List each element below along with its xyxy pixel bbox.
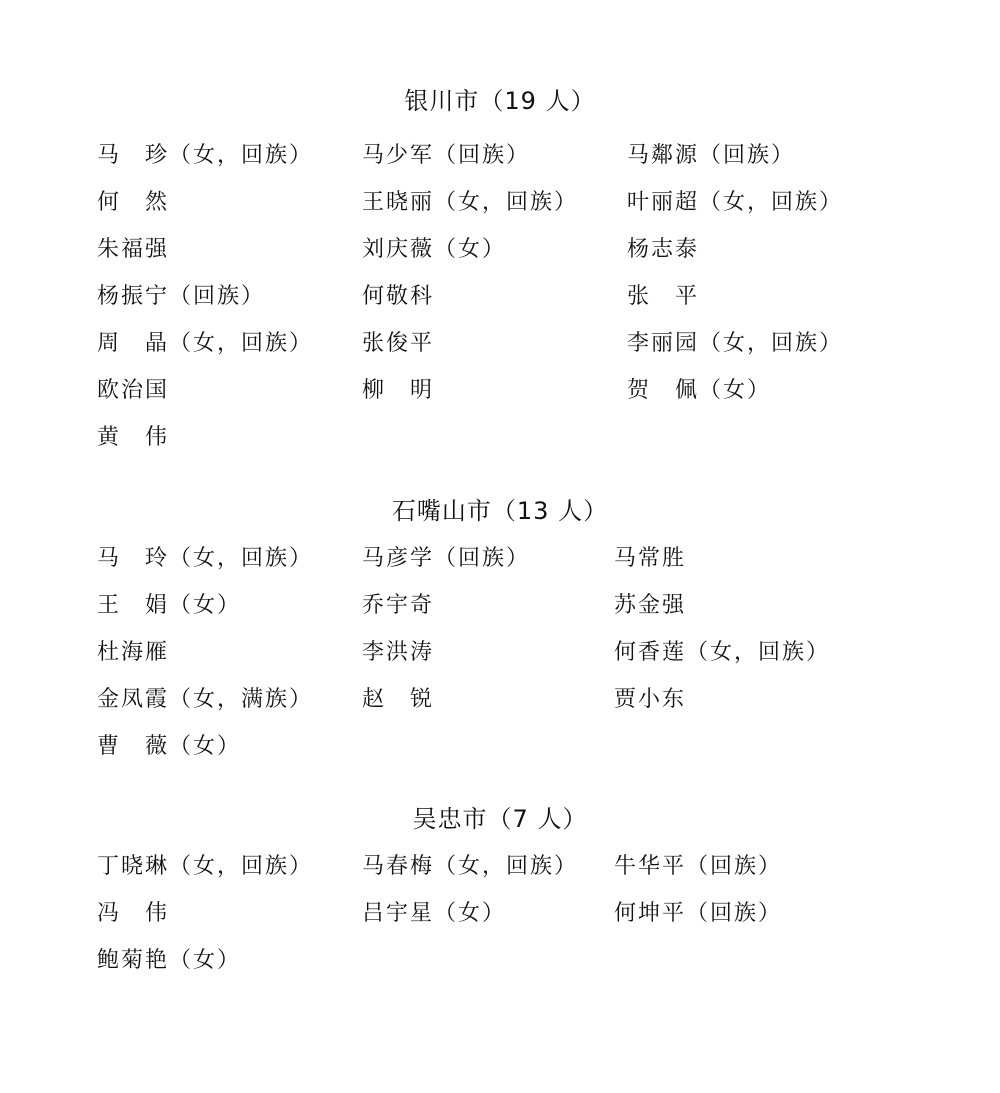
name-entry: 马 玲（女，回族）: [97, 546, 314, 571]
name-entry: 牛华平（回族）: [614, 854, 783, 879]
name-entry: 乔宇奇: [362, 593, 435, 618]
name-entry: 丁晓琳（女，回族）: [97, 854, 314, 879]
name-entry: 王 娟（女）: [97, 593, 242, 618]
name-entry: 刘庆薇（女）: [362, 237, 507, 262]
name-entry: 冯 伟: [97, 901, 170, 926]
name-entry: 马鄰源（回族）: [627, 143, 796, 168]
section-title-wuzhong: 吴忠市（7 人）: [412, 805, 588, 833]
name-entry: 何 然: [97, 190, 170, 215]
name-entry: 张 平: [627, 284, 700, 309]
name-entry: 黄 伟: [97, 425, 170, 450]
name-entry: 李丽园（女，回族）: [627, 331, 844, 356]
name-entry: 马彦学（回族）: [362, 546, 531, 571]
name-entry: 杨志泰: [627, 237, 700, 262]
name-entry: 鲍菊艳（女）: [97, 948, 242, 973]
name-entry: 贾小东: [614, 687, 687, 712]
name-entry: 柳 明: [362, 378, 435, 403]
name-entry: 欧治国: [97, 378, 170, 403]
name-entry: 何敬科: [362, 284, 435, 309]
name-entry: 马 珍（女，回族）: [97, 143, 314, 168]
name-entry: 朱福强: [97, 237, 170, 262]
name-entry: 叶丽超（女，回族）: [627, 190, 844, 215]
section-title-shizuishan: 石嘴山市（13 人）: [391, 497, 609, 525]
name-entry: 马春梅（女，回族）: [362, 854, 579, 879]
name-entry: 吕宇星（女）: [362, 901, 507, 926]
name-entry: 周 晶（女，回族）: [97, 331, 314, 356]
name-entry: 何坤平（回族）: [614, 901, 783, 926]
name-entry: 马少军（回族）: [362, 143, 531, 168]
name-entry: 杨振宁（回族）: [97, 284, 266, 309]
name-entry: 张俊平: [362, 331, 435, 356]
name-entry: 苏金强: [614, 593, 687, 618]
name-entry: 何香莲（女，回族）: [614, 640, 831, 665]
name-entry: 王晓丽（女，回族）: [362, 190, 579, 215]
section-title-yinchuan: 银川市（19 人）: [404, 87, 596, 115]
name-entry: 曹 薇（女）: [97, 734, 242, 759]
name-entry: 贺 佩（女）: [627, 378, 772, 403]
name-entry: 金凤霞（女，满族）: [97, 687, 314, 712]
name-entry: 赵 锐: [362, 687, 435, 712]
name-entry: 李洪涛: [362, 640, 435, 665]
name-entry: 马常胜: [614, 546, 687, 571]
name-entry: 杜海雁: [97, 640, 170, 665]
